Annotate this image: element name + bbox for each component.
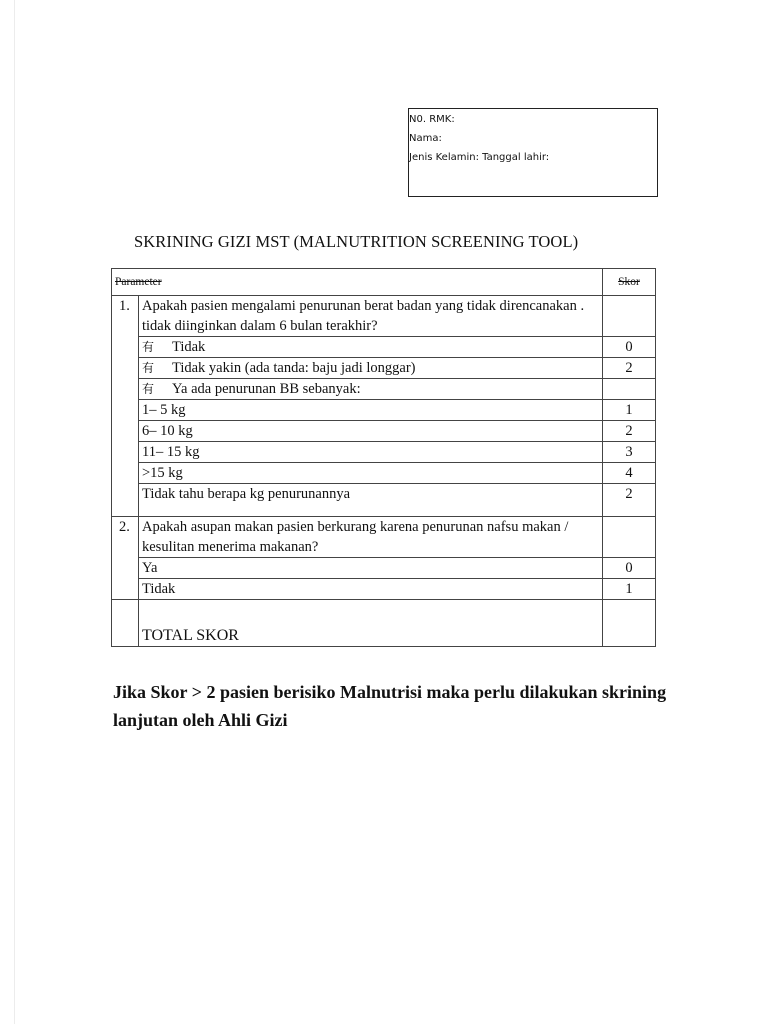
nama-label: Nama:	[409, 133, 442, 144]
total-skor-label: TOTAL SKOR	[139, 600, 603, 647]
patient-info-box	[408, 108, 658, 197]
option-score: 2	[603, 421, 656, 442]
q2-option-tidak: Tidak	[139, 579, 603, 600]
q2-question: Apakah asupan makan pasien berkurang karena penurunan nafsu makan / kesulitan menerima makanan?	[139, 517, 603, 558]
option-score: 4	[603, 463, 656, 484]
q1-question-score	[603, 296, 656, 337]
option-label: Tidak	[172, 339, 206, 355]
table-row	[112, 421, 656, 442]
option-score: 0	[603, 558, 656, 579]
table-row	[112, 484, 656, 517]
q1-number: 1.	[112, 296, 139, 517]
option-score: 1	[603, 579, 656, 600]
total-number-cell	[112, 600, 139, 647]
q1-option-tidak	[139, 337, 603, 358]
q2-option-ya: Ya	[139, 558, 603, 579]
q2-question-score	[603, 517, 656, 558]
option-score	[603, 379, 656, 400]
total-skor-value	[603, 600, 656, 647]
header-skor: Skor	[603, 269, 656, 296]
table-row	[112, 358, 656, 379]
q1-sub-option: Tidak tahu berapa kg penurunannya	[139, 484, 603, 517]
page-edge	[14, 0, 15, 1024]
table-row	[112, 463, 656, 484]
option-label: Tidak yakin (ada tanda: baju jadi longgar)	[172, 360, 416, 376]
q1-sub-option: 6– 10 kg	[139, 421, 603, 442]
table-row	[112, 400, 656, 421]
q1-sub-option: >15 kg	[139, 463, 603, 484]
header-parameter: Parameter	[112, 269, 603, 296]
bullet-icon: 有	[142, 340, 155, 354]
jenis-kelamin-label: Jenis Kelamin: Tanggal lahir:	[409, 152, 550, 163]
table-row	[112, 579, 656, 600]
q1-question: Apakah pasien mengalami penurunan berat badan yang tidak direncanakan . tidak diinginkan dalam 6 bulan terakhir?	[139, 296, 603, 337]
q1-sub-option: 11– 15 kg	[139, 442, 603, 463]
q2-number: 2.	[112, 517, 139, 600]
mst-table	[111, 268, 656, 647]
table-row	[112, 442, 656, 463]
scoring-note: Jika Skor > 2 pasien berisiko Malnutrisi maka perlu dilakukan skrining lanjutan oleh Ahli Gizi	[113, 682, 667, 730]
bullet-icon: 有	[142, 382, 155, 396]
option-label: Ya ada penurunan BB sebanyak:	[172, 381, 361, 397]
bullet-icon: 有	[142, 361, 155, 375]
q1-sub-option: 1– 5 kg	[139, 400, 603, 421]
option-score: 2	[603, 484, 656, 517]
q1-option-ya	[139, 379, 603, 400]
table-row	[112, 517, 656, 558]
option-score: 2	[603, 358, 656, 379]
option-score: 1	[603, 400, 656, 421]
table-row	[112, 296, 656, 337]
option-score: 0	[603, 337, 656, 358]
no-rmk-label: N0. RMK:	[409, 114, 455, 125]
table-row	[112, 337, 656, 358]
table-row	[112, 558, 656, 579]
q1-option-tidak-yakin	[139, 358, 603, 379]
option-score: 3	[603, 442, 656, 463]
document-title: SKRINING GIZI MST (MALNUTRITION SCREENING TOOL)	[134, 232, 579, 251]
table-row	[112, 379, 656, 400]
total-row	[112, 600, 656, 647]
table-header-row	[112, 269, 656, 296]
